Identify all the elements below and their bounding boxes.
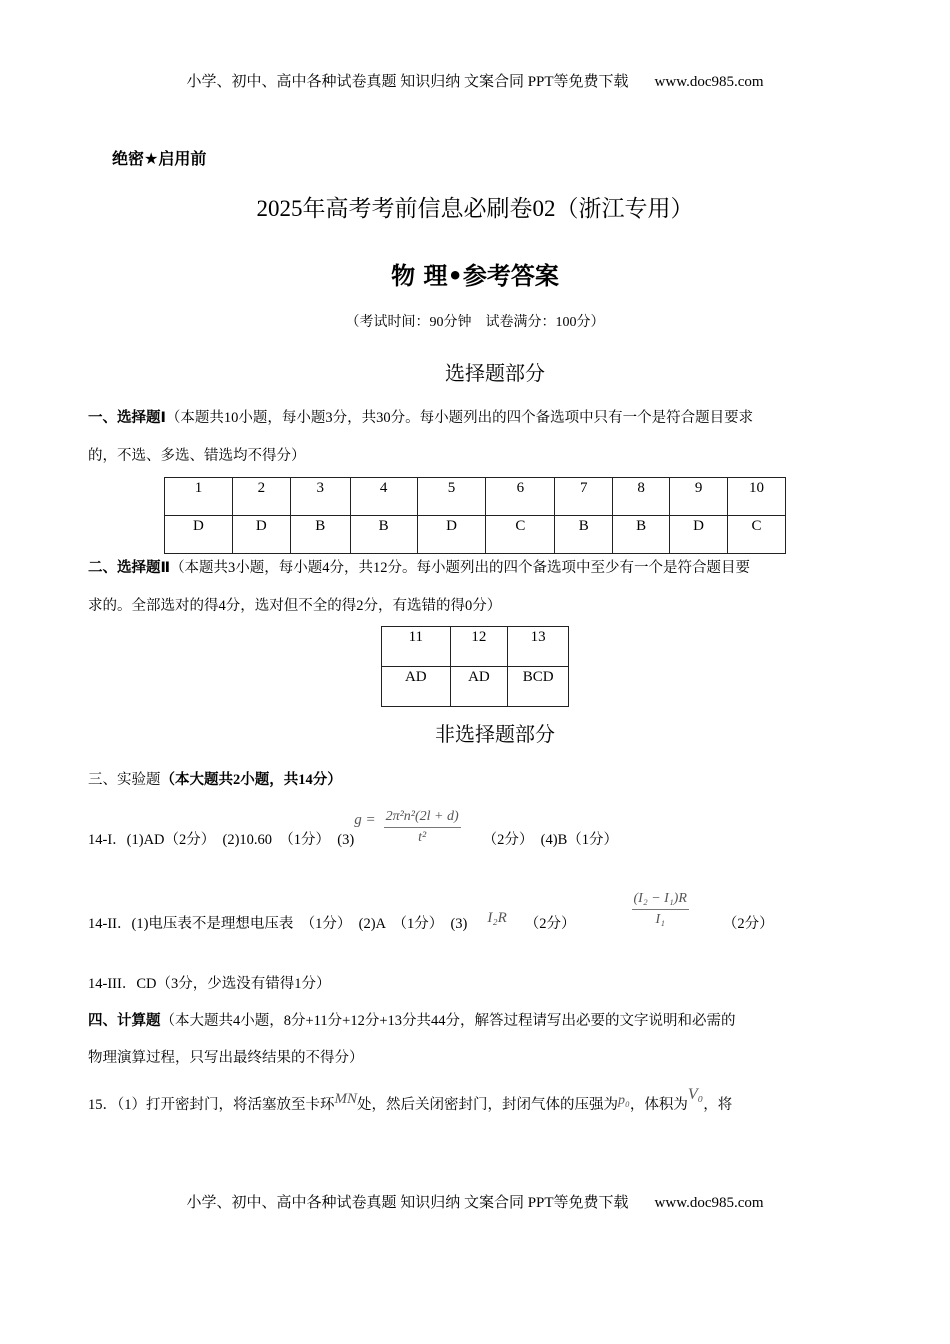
answer-cell: AD (382, 667, 451, 707)
secret-label: 绝密★启用前 (112, 149, 207, 168)
part1-heading: 选择题部分 (445, 361, 545, 385)
section2-desc-line1 (88, 558, 750, 578)
q14-2-mid: （2分） (524, 916, 576, 932)
answer-cell: AD (450, 667, 508, 707)
q14-1-suffix: （2分） (4)B（1分） (482, 832, 618, 848)
q14-1-prefix: 14-I．(1)AD（2分） (2)10.60 （1分） (3) (88, 832, 355, 848)
section2-desc-text1: （本题共3小题，每小题4分，共12分。每小题列出的四个备选项中至少有一个是符合题目要 (170, 560, 751, 576)
question-number: 13 (508, 627, 569, 667)
answer-cell: D (417, 516, 486, 554)
section2-label: 二、选择题Ⅱ (88, 560, 171, 576)
answer-cell: BCD (508, 667, 569, 707)
q14-1-formula (378, 809, 467, 846)
question-number: 3 (290, 478, 350, 516)
question-number: 6 (486, 478, 555, 516)
answer-cell: D (165, 516, 233, 554)
question-number: 12 (450, 627, 508, 667)
section3-desc: （本大题共2小题，共14分） (160, 772, 342, 788)
q14-2-line (88, 886, 774, 933)
question-number: 9 (670, 478, 728, 516)
answer-row (382, 667, 569, 707)
q14-1-formula-numerator: 2π²n²(2l + d) (384, 809, 461, 828)
question-number: 2 (232, 478, 290, 516)
q14-3-line: 14-III．CD（3分，少选没有错得1分） (88, 976, 331, 992)
answer-cell: C (728, 516, 786, 554)
section4-desc-line1 (88, 1011, 736, 1031)
question-number: 5 (417, 478, 486, 516)
q15-text4: ，将 (703, 1097, 733, 1113)
q14-2-suffix: （2分） (722, 916, 774, 932)
page-subtitle: 物 理•参考答案 (391, 262, 559, 290)
section1-desc-line2: 的，不选、多选、错选均不得分） (88, 448, 306, 464)
section4-desc-line2: 物理演算过程，只写出最终结果的不得分） (88, 1050, 364, 1066)
q14-1-formula-lhs: g = (354, 812, 376, 828)
answer-cell: C (486, 516, 555, 554)
question-number: 4 (350, 478, 417, 516)
answer-cell: B (613, 516, 670, 554)
header-banner-site[interactable]: www.doc985.com (654, 74, 764, 90)
q15-text3: ，体积为 (629, 1097, 688, 1113)
section4-label: 四、计算题 (88, 1013, 161, 1029)
q14-1-line (88, 806, 618, 849)
question-number-row (165, 478, 786, 516)
answer-cell: D (670, 516, 728, 554)
question-number: 8 (613, 478, 670, 516)
section2-desc-line2: 求的。全部选对的得4分，选对但不全的得2分，有选错的得0分） (88, 598, 502, 614)
q15-text2: 处，然后关闭密封门，封闭气体的压强为 (357, 1097, 618, 1113)
question-number-row (382, 627, 569, 667)
question-number: 1 (165, 478, 233, 516)
section1-desc-text1: （本题共10小题，每小题3分，共30分。每小题列出的四个备选项中只有一个是符合题目要求 (165, 410, 754, 426)
page-title: 2025年高考考前信息必刷卷02（浙江专用） (256, 196, 694, 221)
answer-cell: B (290, 516, 350, 554)
q15-line (88, 1086, 733, 1116)
q15-text1: 15．（1）打开密封门，将活塞放至卡环 (88, 1097, 335, 1113)
footer-banner-text: 小学、初中、高中各种试卷真题 知识归纳 文案合同 PPT等免费下载 (186, 1195, 629, 1211)
part2-heading: 非选择题部分 (435, 722, 555, 746)
header-banner (0, 70, 950, 91)
footer-banner (0, 1191, 950, 1212)
q15-p0: p₀ (618, 1093, 630, 1108)
q15-v0: V₀ (687, 1086, 704, 1103)
q14-2-formula-numerator: (I₂ − I₁)R (632, 891, 689, 910)
section4-desc-text1: （本大题共4小题，8分+11分+12分+13分共44分，解答过程请写出必要的文字说明和必需的 (160, 1013, 736, 1029)
q14-2-formula-denominator: I₁ (655, 912, 665, 927)
question-number: 11 (382, 627, 451, 667)
section2-answer-table (381, 626, 569, 707)
exam-info: （考试时间：90分钟 试卷满分：100分） (345, 315, 605, 330)
q14-2-formula (632, 891, 689, 928)
q14-1-formula-denominator: t² (418, 830, 427, 845)
q14-2-expr: I₂R (487, 910, 507, 926)
q14-2-prefix: 14-II．(1)电压表不是理想电压表 （1分） (2)A （1分） (3) (88, 916, 468, 932)
question-number: 7 (555, 478, 613, 516)
answer-cell: B (350, 516, 417, 554)
q15-mn: MN (334, 1091, 357, 1107)
answer-cell: D (232, 516, 290, 554)
section3-header (88, 770, 342, 790)
answer-row (165, 516, 786, 554)
header-banner-text: 小学、初中、高中各种试卷真题 知识归纳 文案合同 PPT等免费下载 (186, 74, 629, 90)
section1-label: 一、选择题Ⅰ (88, 410, 166, 426)
section1-answer-table (164, 477, 786, 554)
footer-banner-site[interactable]: www.doc985.com (654, 1195, 764, 1211)
section1-desc-line1 (88, 408, 753, 428)
section3-label: 三、实验题 (88, 772, 161, 788)
answer-cell: B (555, 516, 613, 554)
question-number: 10 (728, 478, 786, 516)
